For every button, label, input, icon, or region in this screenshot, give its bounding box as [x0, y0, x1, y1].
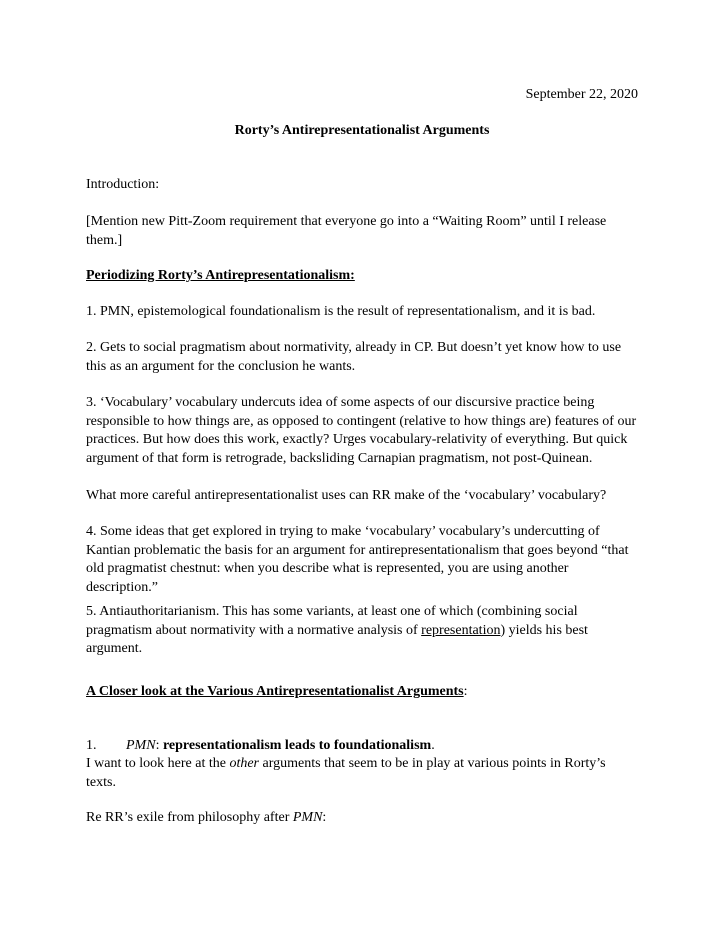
section-1-title-italic: PMN — [126, 738, 156, 753]
periodizing-item-5 — [86, 603, 638, 659]
section-1-text — [86, 755, 638, 792]
item5-text-end: ) yields his best argument. — [86, 622, 588, 656]
section-1-title-period: . — [431, 738, 435, 753]
closer-heading-text: A Closer look at the Various Antirepresentationalist Arguments — [86, 684, 464, 699]
section-1-title-sep: : — [155, 738, 163, 753]
section-1-text-start: I want to look here at the — [86, 756, 230, 771]
periodizing-item-1: 1. PMN, epistemological foundationalism is the result of representationalism, and it is bad. — [86, 304, 596, 319]
closer-heading-colon: : — [463, 684, 468, 699]
section-1-title-bold: representationalism leads to foundationalism — [162, 738, 432, 753]
intro-note: [Mention new Pitt-Zoom requirement that everyone go into a “Waiting Room” until I release them.] — [86, 214, 607, 248]
document-date: September 22, 2020 — [525, 87, 638, 102]
periodizing-heading: Periodizing Rorty’s Antirepresentationalism: — [86, 268, 355, 283]
periodizing-item-4: 4. Some ideas that get explored in trying to make ‘vocabulary’ vocabulary’s undercutting of Kantian problematic the basis for an argument for antirepresentationalism that goes beyond “that old pragmatist chestnut: when you describe what is represented, you are using another description.” — [86, 524, 629, 595]
periodizing-item-2: 2. Gets to social pragmatism about normativity, already in CP. But doesn’t yet know how to use this as an argument for the conclusion he wants. — [86, 340, 622, 374]
periodizing-question: What more careful antirepresentationalist uses can RR make of the ‘vocabulary’ vocabulary? — [86, 488, 607, 503]
periodizing-item-3: 3. ‘Vocabulary’ vocabulary undercuts idea of some aspects of our discursive practice being responsible to how things are, as opposed to contingent (relative to how things are) features of our practices. But how does this work, exactly? Urges vocabulary-relativity of everything. But quick argument of that form is retrograde, backsliding Carnapian pragmatism, not post-Quinean. — [86, 395, 637, 466]
exile-text-italic: PMN — [292, 810, 323, 825]
section-1-title — [86, 737, 638, 756]
exile-text-end: : — [322, 810, 327, 825]
document-title: Rorty’s Antirepresentationalist Arguments — [234, 123, 490, 138]
section-1-text-end: arguments that seem to be in play at various points in Rorty’s texts. — [86, 756, 606, 790]
intro-heading: Introduction: — [86, 177, 160, 192]
exile-line — [86, 809, 638, 828]
closer-heading — [86, 683, 638, 702]
exile-text-start: Re RR’s exile from philosophy after — [86, 810, 293, 825]
section-1-text-italic: other — [229, 756, 260, 771]
item5-underlined-term: representation — [421, 622, 501, 638]
item5-text-start: 5. Antiauthoritarianism. This has some variants, at least one of which (combining social pragmatism about normativity with a normative analysis of — [86, 604, 578, 638]
section-1-number: 1. — [86, 738, 97, 753]
